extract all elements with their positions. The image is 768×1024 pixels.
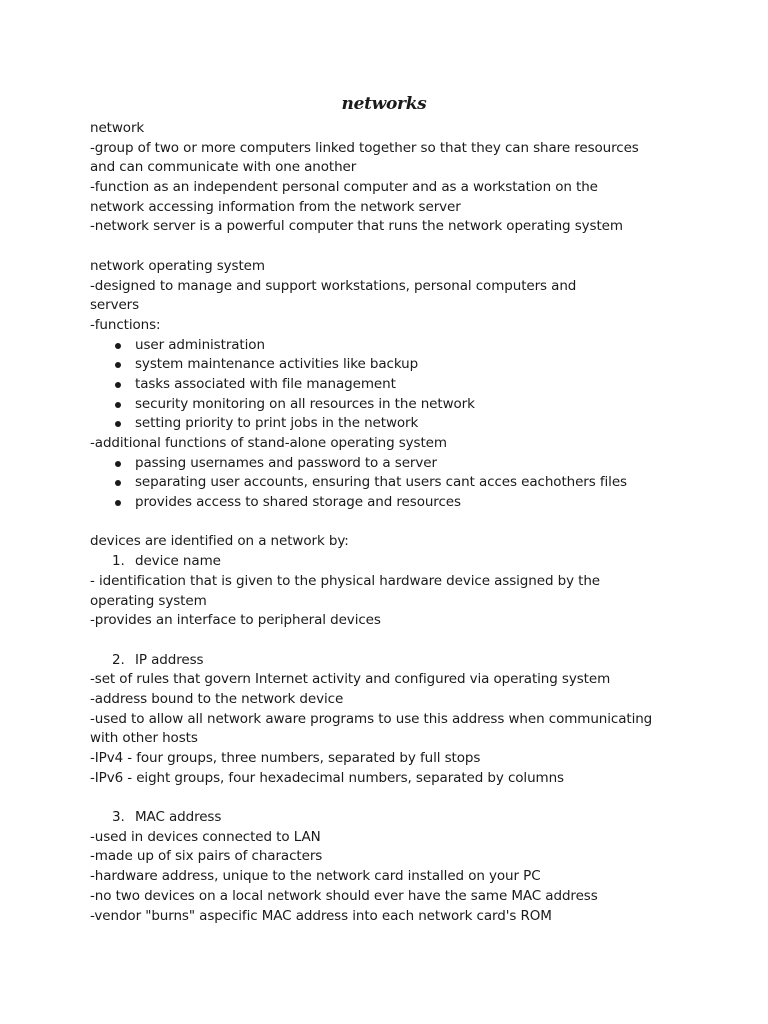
bullet-item: user administration	[90, 336, 690, 356]
text-line: -set of rules that govern Internet activity and configured via operating system	[90, 671, 611, 688]
document-body	[90, 119, 690, 926]
section-heading-devices: devices are identified on a network by:	[90, 533, 349, 550]
text-line: -group of two or more computers linked together so that they can share resources	[90, 139, 639, 156]
text-line: -function as an independent personal computer and as a workstation on the	[90, 179, 598, 196]
text-line: -network server is a powerful computer that runs the network operating system	[90, 218, 623, 235]
item-label: MAC address	[135, 809, 222, 826]
item-number: 3.	[112, 809, 125, 826]
text-line: -vendor "burns" aspecific MAC address into each network card's ROM	[90, 907, 552, 924]
text-line: -IPv4 - four groups, three numbers, separated by full stops	[90, 750, 481, 766]
spacer	[90, 513, 690, 533]
bullet-item: system maintenance activities like backup	[90, 355, 690, 375]
section-heading-network: network	[90, 120, 145, 136]
text-line: -IPv6 - eight groups, four hexadecimal numbers, separated by columns	[90, 769, 564, 786]
item-label: IP address	[135, 651, 204, 668]
text-line: - identification that is given to the physical hardware device assigned by the	[90, 572, 601, 589]
spacer	[90, 237, 690, 257]
text-line: -used to allow all network aware programs to use this address when communicating	[90, 710, 653, 727]
text-line: -designed to manage and support workstations, personal computers and	[90, 277, 577, 294]
bullet-item: security monitoring on all resources in the network	[90, 395, 690, 415]
bullet-item: passing usernames and password to a server	[90, 454, 690, 474]
text-line: -hardware address, unique to the network card installed on your PC	[90, 868, 541, 885]
text-line: and can communicate with one another	[90, 159, 357, 176]
numbered-item	[90, 552, 690, 572]
spacer	[90, 631, 690, 651]
numbered-item	[90, 651, 690, 671]
text-line: -used in devices connected to LAN	[90, 828, 321, 845]
item-number: 1.	[112, 553, 125, 570]
bullet-item: separating user accounts, ensuring that users cant acces eachothers files	[90, 473, 690, 493]
text-line: -address bound to the network device	[90, 690, 344, 707]
text-line: servers	[90, 297, 140, 314]
text-line: network accessing information from the network server	[90, 198, 461, 215]
spacer	[90, 788, 690, 808]
item-label: device name	[135, 553, 221, 570]
bullet-item: provides access to shared storage and resources	[90, 493, 690, 513]
section-heading-nos: network operating system	[90, 257, 265, 274]
text-line: -no two devices on a local network should ever have the same MAC address	[90, 887, 598, 904]
numbered-item	[90, 808, 690, 828]
text-line: -made up of six pairs of characters	[90, 848, 323, 865]
item-number: 2.	[112, 651, 125, 668]
bullet-item: setting priority to print jobs in the network	[90, 414, 690, 434]
bullet-item: tasks associated with file management	[90, 375, 690, 395]
text-line: operating system	[90, 592, 207, 609]
page-title: networks	[341, 94, 427, 114]
text-line: with other hosts	[90, 730, 198, 747]
text-line: -functions:	[90, 316, 161, 333]
text-line: -additional functions of stand-alone operating system	[90, 435, 447, 451]
text-line: -provides an interface to peripheral devices	[90, 612, 381, 629]
